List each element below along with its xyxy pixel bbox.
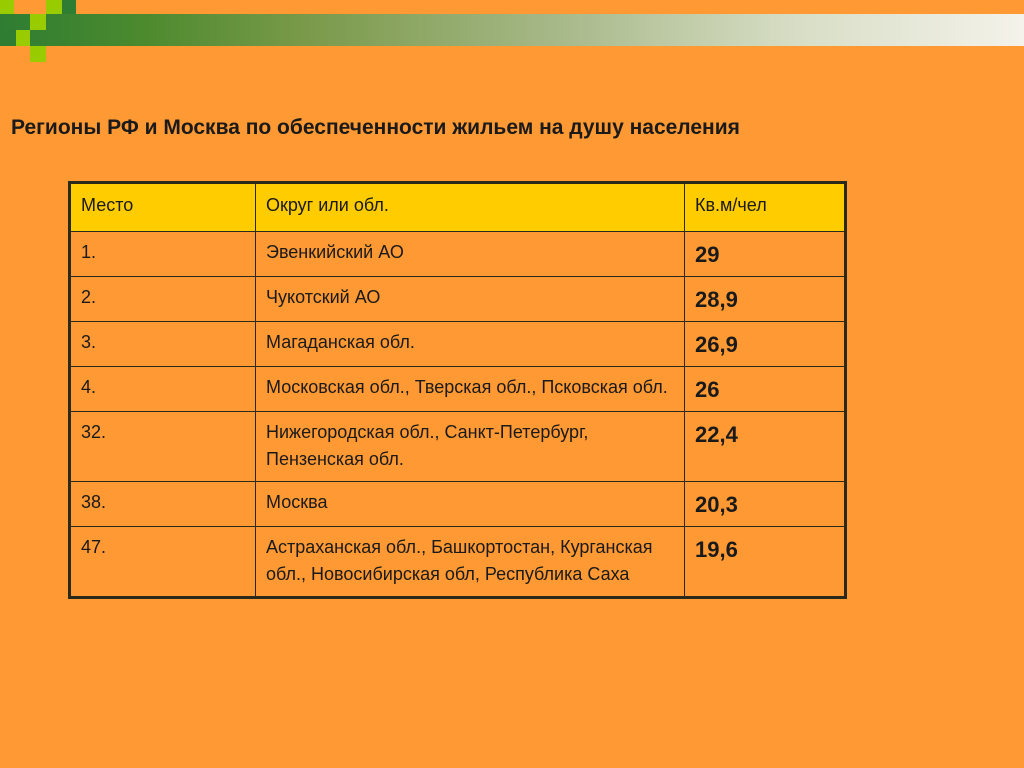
cell-place: 32. bbox=[70, 412, 256, 482]
table-row bbox=[70, 482, 846, 527]
cell-value: 28,9 bbox=[685, 277, 846, 322]
decorative-square bbox=[0, 0, 14, 14]
cell-region: Москва bbox=[256, 482, 685, 527]
table-row bbox=[70, 232, 846, 277]
cell-region: Магаданская обл. bbox=[256, 322, 685, 367]
cell-value: 26 bbox=[685, 367, 846, 412]
decorative-square bbox=[16, 30, 30, 46]
table-row bbox=[70, 527, 846, 598]
cell-place: 1. bbox=[70, 232, 256, 277]
cell-region: Эвенкийский АО bbox=[256, 232, 685, 277]
cell-region: Московская обл., Тверская обл., Псковская обл. bbox=[256, 367, 685, 412]
decorative-square bbox=[46, 0, 62, 14]
table-row bbox=[70, 367, 846, 412]
column-header-area-per-person: Кв.м/чел bbox=[685, 183, 846, 232]
cell-place: 2. bbox=[70, 277, 256, 322]
column-header-region: Округ или обл. bbox=[256, 183, 685, 232]
cell-value: 26,9 bbox=[685, 322, 846, 367]
housing-ranking-table bbox=[68, 181, 847, 599]
decorative-square bbox=[30, 46, 46, 62]
decorative-gradient-band bbox=[0, 14, 1024, 46]
cell-place: 47. bbox=[70, 527, 256, 598]
table-row bbox=[70, 322, 846, 367]
decorative-square bbox=[30, 14, 46, 30]
table-header-row bbox=[70, 183, 846, 232]
cell-region: Астраханская обл., Башкортостан, Курганская обл., Новосибирская обл, Республика Саха bbox=[256, 527, 685, 598]
page-title: Регионы РФ и Москва по обеспеченности жильем на душу населения bbox=[11, 116, 740, 139]
cell-region: Нижегородская обл., Санкт-Петербург, Пензенская обл. bbox=[256, 412, 685, 482]
cell-value: 20,3 bbox=[685, 482, 846, 527]
cell-value: 22,4 bbox=[685, 412, 846, 482]
cell-place: 4. bbox=[70, 367, 256, 412]
cell-region: Чукотский АО bbox=[256, 277, 685, 322]
table-row bbox=[70, 412, 846, 482]
cell-value: 29 bbox=[685, 232, 846, 277]
column-header-place: Место bbox=[70, 183, 256, 232]
cell-place: 3. bbox=[70, 322, 256, 367]
cell-value: 19,6 bbox=[685, 527, 846, 598]
decorative-square bbox=[14, 0, 30, 14]
table-row bbox=[70, 277, 846, 322]
decorative-square bbox=[0, 30, 16, 46]
decorative-square bbox=[62, 0, 76, 14]
cell-place: 38. bbox=[70, 482, 256, 527]
